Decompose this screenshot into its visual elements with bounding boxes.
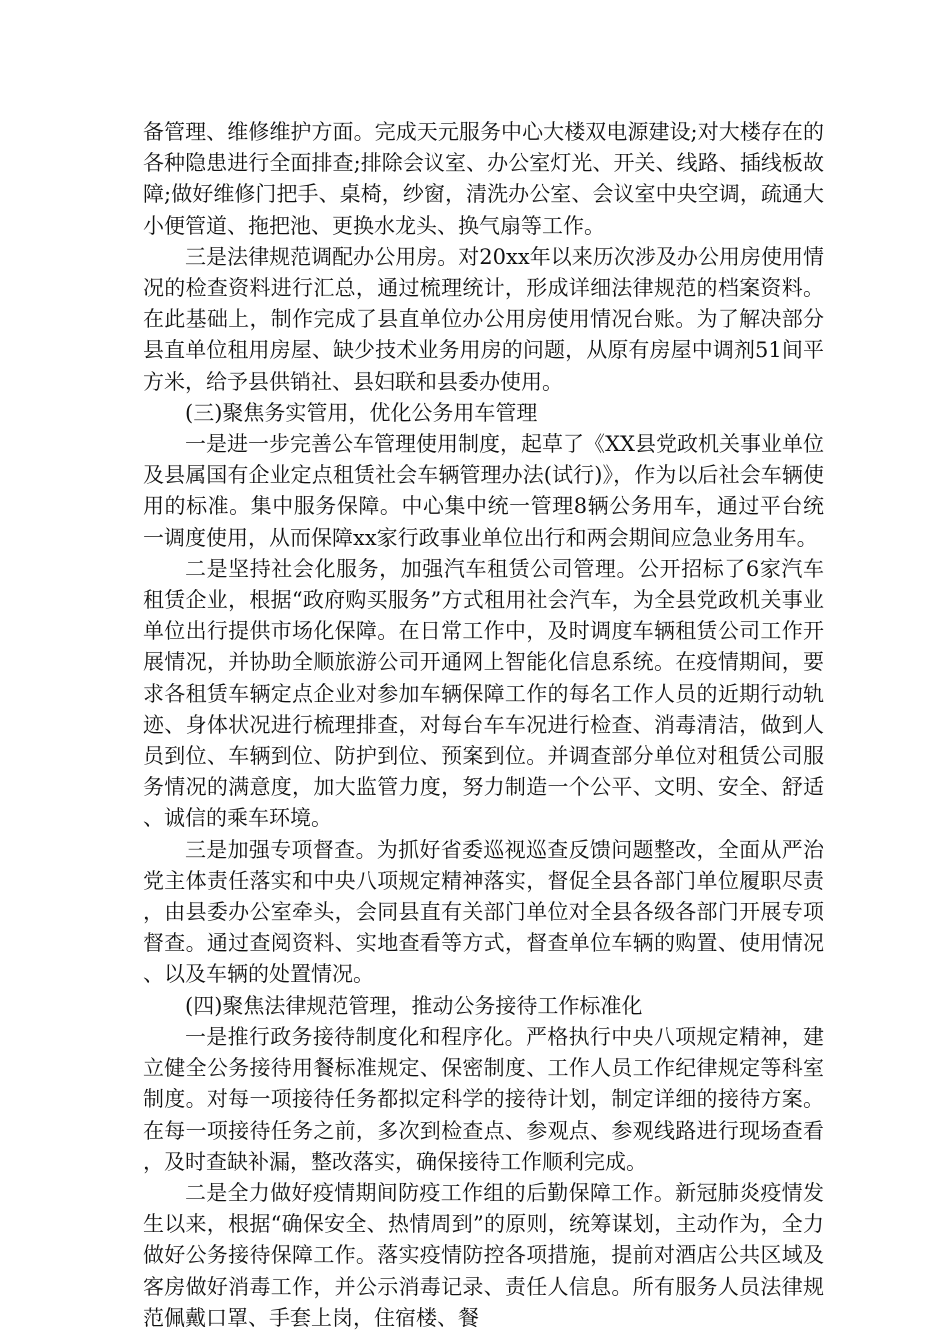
paragraph-special-inspection: 三是加强专项督查。为抓好省委巡视巡查反馈问题整改，全面从严治党主体责任落实和中央八项规定精神落实，督促全县各部门单位履职尽责，由县委办公室牵头，会同县直有关部门单位对全县各级各部门开展专项督查。通过查阅资料、实地查看等方式，督查单位车辆的购置、使用情况、以及车辆的处置情况。 [143, 837, 824, 987]
paragraph-reception-rules: 一是推行政务接待制度化和程序化。严格执行中央八项规定精神，建立健全公务接待用餐标准规定、保密制度、工作人员工作纪律规定等科室制度。对每一项接待任务都拟定科学的接待计划，制定详细的接待方案。在每一项接待任务之前，多次到检查点、参观点、参观线路进行现场查看，及时查缺补漏，整改落实，确保接待工作顺利完成。 [143, 1024, 824, 1174]
paragraph-office-housing: 三是法律规范调配办公用房。对20xx年以来历次涉及办公用房使用情况的检查资料进行汇总，通过梳理统计，形成详细法律规范的档案资料。在此基础上，制作完成了县直单位办公用房使用情况台账。为了解决部分县直单位租用房屋、缺少技术业务用房的问题，从原有房屋中调剂51间平方米，给予县供销社、县妇联和县委办使用。 [143, 244, 824, 394]
paragraph-vehicle-rules: 一是进一步完善公车管理使用制度，起草了《XX县党政机关事业单位及县属国有企业定点租赁社会车辆管理办法(试行)》，作为以后社会车辆使用的标准。集中服务保障。中心集中统一管理8辆公务用车，通过平台统一调度使用，从而保障xx家行政事业单位出行和两会期间应急业务用车。 [143, 432, 824, 550]
paragraph-rental-service: 二是坚持社会化服务，加强汽车租赁公司管理。公开招标了6家汽车租赁企业，根据“政府购买服务”方式租用社会汽车，为全县党政机关事业单位出行提供市场化保障。在日常工作中，及时调度车辆租赁公司工作开展情况，并协助全顺旅游公司开通网上智能化信息系统。在疫情期间，要求各租赁车辆定点企业对参加车辆保障工作的每名工作人员的近期行动轨迹、身体状况进行梳理排查，对每台车车况进行检查、消毒清洁，做到人员到位、车辆到位、防护到位、预案到位。并调查部分单位对租赁公司服务情况的满意度，加大监管力度，努力制造一个公平、文明、安全、舒适、诚信的乘车环境。 [143, 556, 824, 831]
paragraph-maintenance: 备管理、维修维护方面。完成天元服务中心大楼双电源建设;对大楼存在的各种隐患进行全面排查;排除会议室、办公室灯光、开关、线路、插线板故障;做好维修门把手、桌椅，纱窗，清洗办公室、会议室中央空调，疏通大小便管道、拖把池、更换水龙头、换气扇等工作。 [143, 120, 824, 238]
section-heading-reception: (四)聚焦法律规范管理，推动公务接待工作标准化 [185, 993, 643, 1018]
section-heading-vehicles: (三)聚焦务实管用，优化公务用车管理 [185, 400, 538, 425]
paragraph-epidemic-support: 二是全力做好疫情期间防疫工作组的后勤保障工作。新冠肺炎疫情发生以来，根据“确保安全、热情周到”的原则，统筹谋划，主动作为，全力做好公务接待保障工作。落实疫情防控各项措施，提前对酒店公共区域及客房做好消毒工作，并公示消毒记录、责任人信息。所有服务人员法律规范佩戴口罩、手套上岗，住宿楼、餐 [143, 1180, 824, 1330]
